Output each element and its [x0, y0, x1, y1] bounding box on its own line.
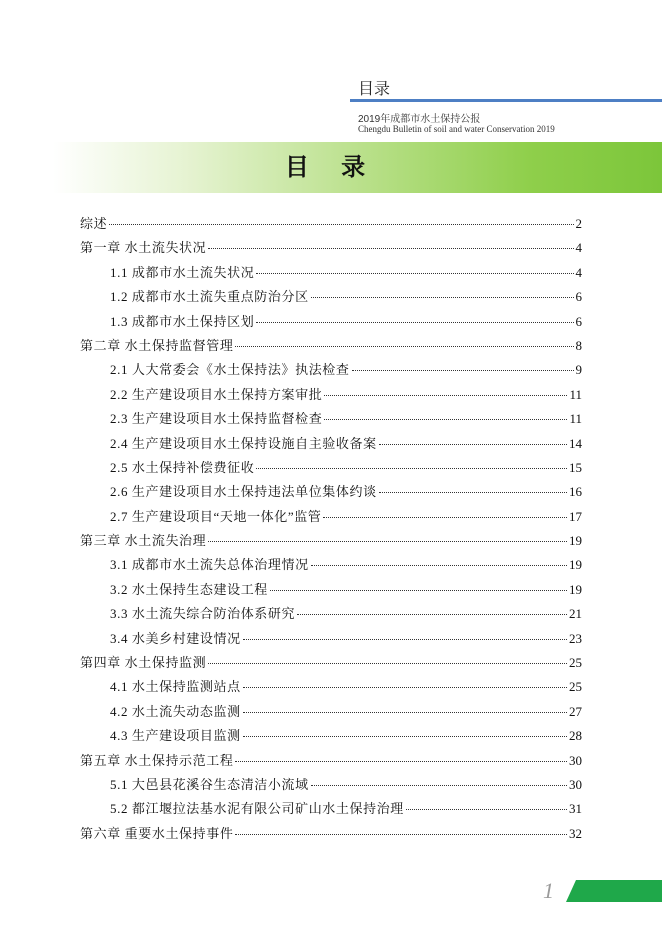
toc-page-number: 17 — [569, 508, 582, 524]
toc-section-entry[interactable] — [80, 797, 582, 821]
toc-page-number: 4 — [575, 240, 582, 256]
toc-entry-title: 3.4 水美乡村建设情况 — [110, 630, 241, 646]
toc-page-number: 21 — [569, 606, 582, 622]
toc-dot-leader — [243, 712, 567, 713]
toc-dot-leader — [243, 736, 567, 737]
toc-section-entry[interactable] — [80, 456, 582, 480]
toc-dot-leader — [379, 444, 567, 445]
toc-dot-leader — [109, 224, 573, 225]
toc-entry-title: 3.3 水土流失综合防治体系研究 — [110, 606, 296, 622]
toc-section-entry[interactable] — [80, 578, 582, 602]
running-header-title: 目录 — [358, 81, 391, 98]
toc-entry-title: 4.2 水土流失动态监测 — [110, 703, 241, 719]
toc-page-number: 19 — [569, 533, 582, 549]
toc-page-number: 6 — [575, 289, 582, 305]
page-number: 1 — [543, 878, 554, 903]
toc-page-number: 31 — [569, 801, 582, 817]
toc-section-entry[interactable] — [80, 627, 582, 651]
toc-chapter-entry[interactable] — [80, 822, 582, 846]
toc-page-number: 11 — [569, 386, 582, 402]
toc-chapter-entry[interactable] — [80, 749, 582, 773]
toc-section-entry[interactable] — [80, 773, 582, 797]
toc-page-number: 30 — [569, 776, 582, 792]
toc-dot-leader — [324, 419, 567, 420]
toc-entry-title: 2.3 生产建设项目水土保持监督检查 — [110, 411, 323, 427]
toc-dot-leader — [270, 590, 567, 591]
toc-entry-title: 2.1 人大常委会《水土保持法》执法检查 — [110, 362, 350, 378]
toc-dot-leader — [235, 834, 567, 835]
toc-section-entry[interactable] — [80, 505, 582, 529]
toc-dot-leader — [324, 395, 567, 396]
toc-page-number: 4 — [575, 264, 582, 280]
toc-page-number: 9 — [575, 362, 582, 378]
toc-dot-leader — [208, 248, 573, 249]
toc-page-number: 11 — [569, 411, 582, 427]
toc-dot-leader — [311, 785, 567, 786]
toc-section-entry[interactable] — [80, 675, 582, 699]
toc-entry-title: 3.2 水土保持生态建设工程 — [110, 581, 268, 597]
publication-title-en: Chengdu Bulletin of soil and water Conservation 2019 — [358, 124, 555, 134]
toc-section-entry[interactable] — [80, 407, 582, 431]
toc-dot-leader — [311, 565, 567, 566]
toc-section-entry[interactable] — [80, 383, 582, 407]
toc-chapter-entry[interactable] — [80, 212, 582, 236]
toc-page-number: 8 — [575, 337, 582, 353]
toc-dot-leader — [352, 370, 574, 371]
toc-chapter-entry[interactable] — [80, 236, 582, 260]
toc-page-number: 16 — [569, 484, 582, 500]
toc-entry-title: 2.7 生产建设项目“天地一体化”监管 — [110, 508, 322, 524]
toc-entry-title: 4.1 水土保持监测站点 — [110, 679, 241, 695]
toc-page-number: 15 — [569, 459, 582, 475]
toc-dot-leader — [256, 273, 573, 274]
toc-dot-leader — [379, 492, 567, 493]
toc-section-entry[interactable] — [80, 285, 582, 309]
toc-entry-title: 1.3 成都市水土保持区划 — [110, 313, 255, 329]
toc-chapter-entry[interactable] — [80, 334, 582, 358]
toc-section-entry[interactable] — [80, 480, 582, 504]
toc-page-number: 27 — [569, 703, 582, 719]
toc-page-number: 30 — [569, 752, 582, 768]
toc-page-number: 23 — [569, 630, 582, 646]
toc-entry-title: 2.5 水土保持补偿费征收 — [110, 459, 255, 475]
toc-entry-title: 第六章 重要水土保持事件 — [80, 825, 234, 841]
toc-section-entry[interactable] — [80, 602, 582, 626]
toc-page-number: 2 — [575, 216, 582, 231]
toc-section-entry[interactable] — [80, 700, 582, 724]
toc-page-number: 25 — [569, 655, 582, 671]
toc-section-entry[interactable] — [80, 432, 582, 456]
toc-section-entry[interactable] — [80, 358, 582, 382]
toc-dot-leader — [323, 517, 567, 518]
toc-entry-title: 5.2 都江堰拉法基水泥有限公司矿山水土保持治理 — [110, 801, 404, 817]
toc-entry-title: 2.6 生产建设项目水土保持违法单位集体约谈 — [110, 484, 377, 500]
toc-banner — [0, 142, 662, 193]
toc-dot-leader — [208, 663, 567, 664]
page-number-bar — [566, 880, 662, 902]
toc-dot-leader — [243, 687, 567, 688]
toc-dot-leader — [208, 541, 567, 542]
toc-dot-leader — [256, 322, 573, 323]
toc-entry-title: 第四章 水土保持监测 — [80, 655, 207, 671]
toc-entry-title: 1.1 成都市水土流失状况 — [110, 264, 255, 280]
toc-entry-title: 第二章 水土保持监督管理 — [80, 337, 234, 353]
toc-page-number: 25 — [569, 679, 582, 695]
toc-page-number: 19 — [569, 557, 582, 573]
toc-dot-leader — [235, 346, 573, 347]
toc-section-entry[interactable] — [80, 261, 582, 285]
toc-section-entry[interactable] — [80, 724, 582, 748]
header-rule — [350, 99, 662, 102]
toc-entry-title: 第一章 水土流失状况 — [80, 240, 207, 256]
toc-chapter-entry[interactable] — [80, 529, 582, 553]
toc-entry-title: 4.3 生产建设项目监测 — [110, 728, 241, 744]
toc-dot-leader — [297, 614, 567, 615]
toc-dot-leader — [256, 468, 567, 469]
toc-page-number: 6 — [575, 313, 582, 329]
toc-entry-title: 综述 — [80, 216, 108, 231]
toc-entry-title: 2.4 生产建设项目水土保持设施自主验收备案 — [110, 435, 377, 451]
toc-page-number: 19 — [569, 581, 582, 597]
toc-entry-title: 2.2 生产建设项目水土保持方案审批 — [110, 386, 323, 402]
toc-entry-title: 1.2 成都市水土流失重点防治分区 — [110, 289, 309, 305]
toc-dot-leader — [243, 639, 567, 640]
publication-title-cn: 2019年成都市水土保持公报 — [358, 114, 481, 125]
toc-page-number: 32 — [569, 825, 582, 841]
toc-entry-title: 5.1 大邑县花溪谷生态清洁小流域 — [110, 776, 309, 792]
toc-page-number: 14 — [569, 435, 582, 451]
toc-chapter-entry[interactable] — [80, 651, 582, 675]
toc-entry-title: 第三章 水土流失治理 — [80, 533, 207, 549]
toc-entry-title: 第五章 水土保持示范工程 — [80, 752, 234, 768]
toc-entry-title: 3.1 成都市水土流失总体治理情况 — [110, 557, 309, 573]
toc-section-entry[interactable] — [80, 553, 582, 577]
toc-dot-leader — [406, 809, 567, 810]
toc-dot-leader — [311, 297, 574, 298]
table-of-contents — [80, 212, 582, 846]
page-title: 目 录 — [284, 153, 378, 181]
toc-page-number: 28 — [569, 728, 582, 744]
toc-section-entry[interactable] — [80, 310, 582, 334]
toc-dot-leader — [235, 761, 567, 762]
